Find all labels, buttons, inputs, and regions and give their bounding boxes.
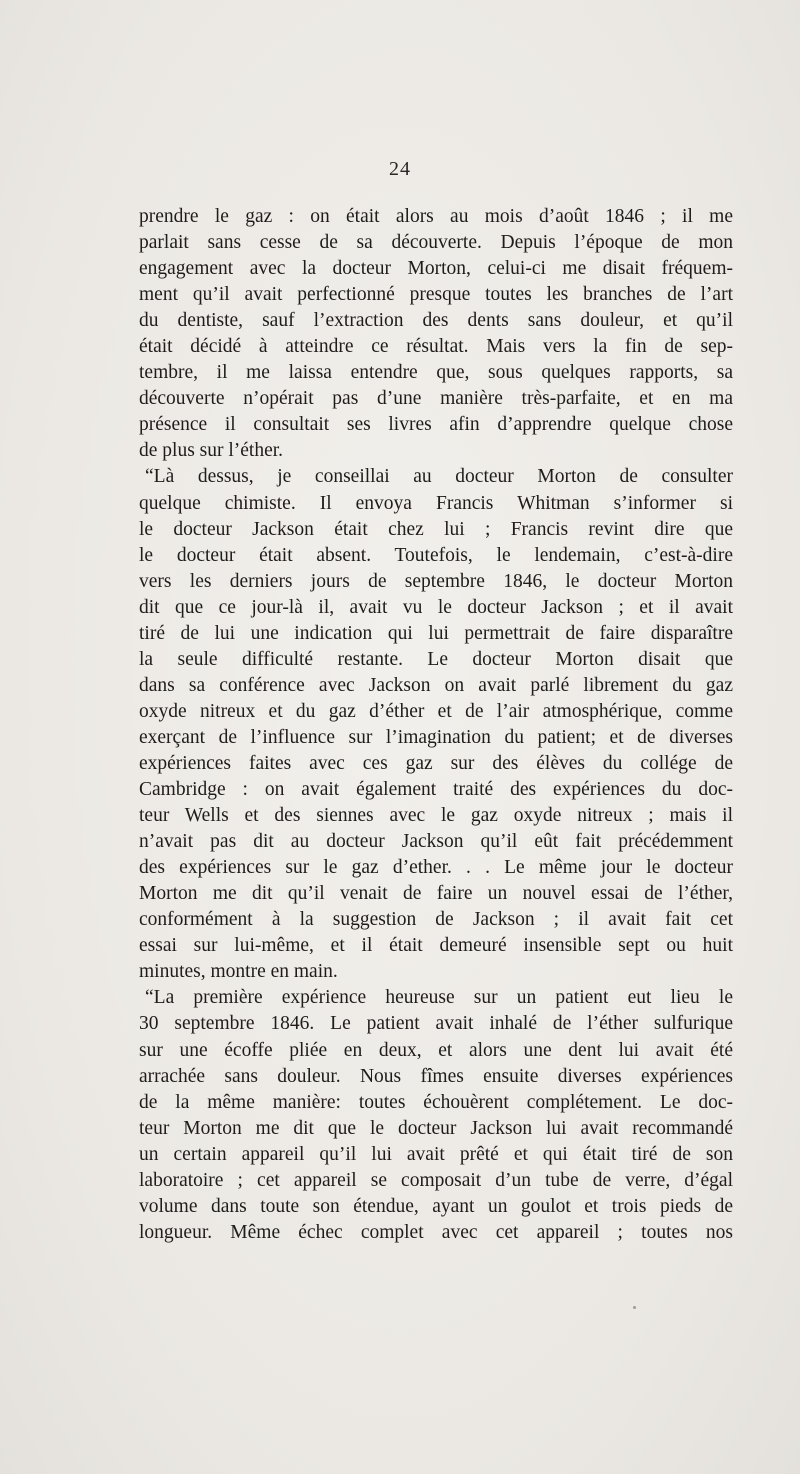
text-line: présence il consultait ses livres afin d’apprendre quelque chose (139, 414, 733, 436)
text-line: Morton me dit qu’il venait de faire un nouvel essai de l’éther, (139, 883, 733, 905)
text-line: tiré de lui une indication qui lui permettrait de faire disparaître (139, 622, 733, 644)
text-line: conformément à la suggestion de Jackson ; il avait fait cet (139, 909, 733, 931)
text-line: prendre le gaz : on était alors au mois d’août 1846 ; il me (139, 206, 733, 227)
text-line: oxyde nitreux et du gaz d’éther et de l’air atmosphérique, comme (139, 700, 733, 722)
text-line: la seule difficulté restante. Le docteur Morton disait que (139, 648, 733, 670)
text-line: minutes, montre en main. (139, 961, 338, 983)
text-line: teur Morton me dit que le docteur Jackson lui avait recommandé (139, 1117, 733, 1139)
text-line: de plus sur l’éther. (139, 440, 284, 462)
text-line: exerçant de l’influence sur l’imagination du patient; et de diverses (139, 726, 733, 748)
body-text (139, 204, 733, 1246)
text-line: n’avait pas dit au docteur Jackson qu’il eût fait précédemment (139, 831, 733, 853)
text-line: le docteur était absent. Toutefois, le lendemain, c’est-à-dire (139, 544, 733, 566)
text-line: des expériences sur le gaz d’ether. . . Le même jour le docteur (139, 857, 733, 879)
text-line: arrachée sans douleur. Nous fîmes ensuite diverses expériences (139, 1065, 733, 1087)
text-line: laboratoire ; cet appareil se composait d’un tube de verre, d’égal (139, 1169, 733, 1191)
text-line: ment qu’il avait perfectionné presque toutes les branches de l’art (139, 284, 733, 306)
text-line: essai sur lui-même, et il était demeuré insensible sept ou huit (139, 935, 733, 957)
text-line: découverte n’opérait pas d’une manière très-parfaite, et en ma (139, 388, 733, 410)
text-line: tembre, il me laissa entendre que, sous quelques rapports, sa (139, 362, 733, 384)
text-line: vers les derniers jours de septembre 1846, le docteur Morton (139, 570, 733, 592)
text-line: expériences faites avec ces gaz sur des élèves du collége de (139, 752, 733, 774)
text-line: sur une écoffe pliée en deux, et alors une dent lui avait été (139, 1039, 733, 1061)
text-line: teur Wells et des siennes avec le gaz oxyde nitreux ; mais il (139, 805, 733, 827)
paper-speck (633, 1306, 636, 1309)
text-line: “Là dessus, je conseillai au docteur Morton de consulter (145, 466, 733, 488)
text-line: de la même manière: toutes échouèrent complétement. Le doc- (139, 1091, 733, 1113)
text-line: quelque chimiste. Il envoya Francis Whitman s’informer si (139, 492, 733, 514)
text-line: “La première expérience heureuse sur un patient eut lieu le (145, 987, 733, 1009)
text-line: volume dans toute son étendue, ayant un goulot et trois pieds de (139, 1195, 733, 1217)
text-line: du dentiste, sauf l’extraction des dents sans douleur, et qu’il (139, 310, 733, 332)
text-line: le docteur Jackson était chez lui ; Francis revint dire que (139, 518, 733, 540)
text-line: était décidé à atteindre ce résultat. Mais vers la fin de sep- (139, 336, 733, 358)
text-line: engagement avec la docteur Morton, celui-ci me disait fréquem- (139, 258, 733, 280)
text-line: Cambridge : on avait également traité des expériences du doc- (139, 779, 733, 801)
text-line: un certain appareil qu’il lui avait prêté et qui était tiré de son (139, 1143, 733, 1165)
text-line: 30 septembre 1846. Le patient avait inhalé de l’éther sulfurique (139, 1013, 733, 1035)
text-line: dit que ce jour-là il, avait vu le docteur Jackson ; et il avait (139, 596, 733, 618)
page-number: 24 (389, 158, 411, 180)
text-line: longueur. Même échec complet avec cet appareil ; toutes nos (139, 1221, 733, 1243)
text-line: parlait sans cesse de sa découverte. Depuis l’époque de mon (139, 232, 733, 254)
text-line: dans sa conférence avec Jackson on avait parlé librement du gaz (139, 674, 733, 696)
